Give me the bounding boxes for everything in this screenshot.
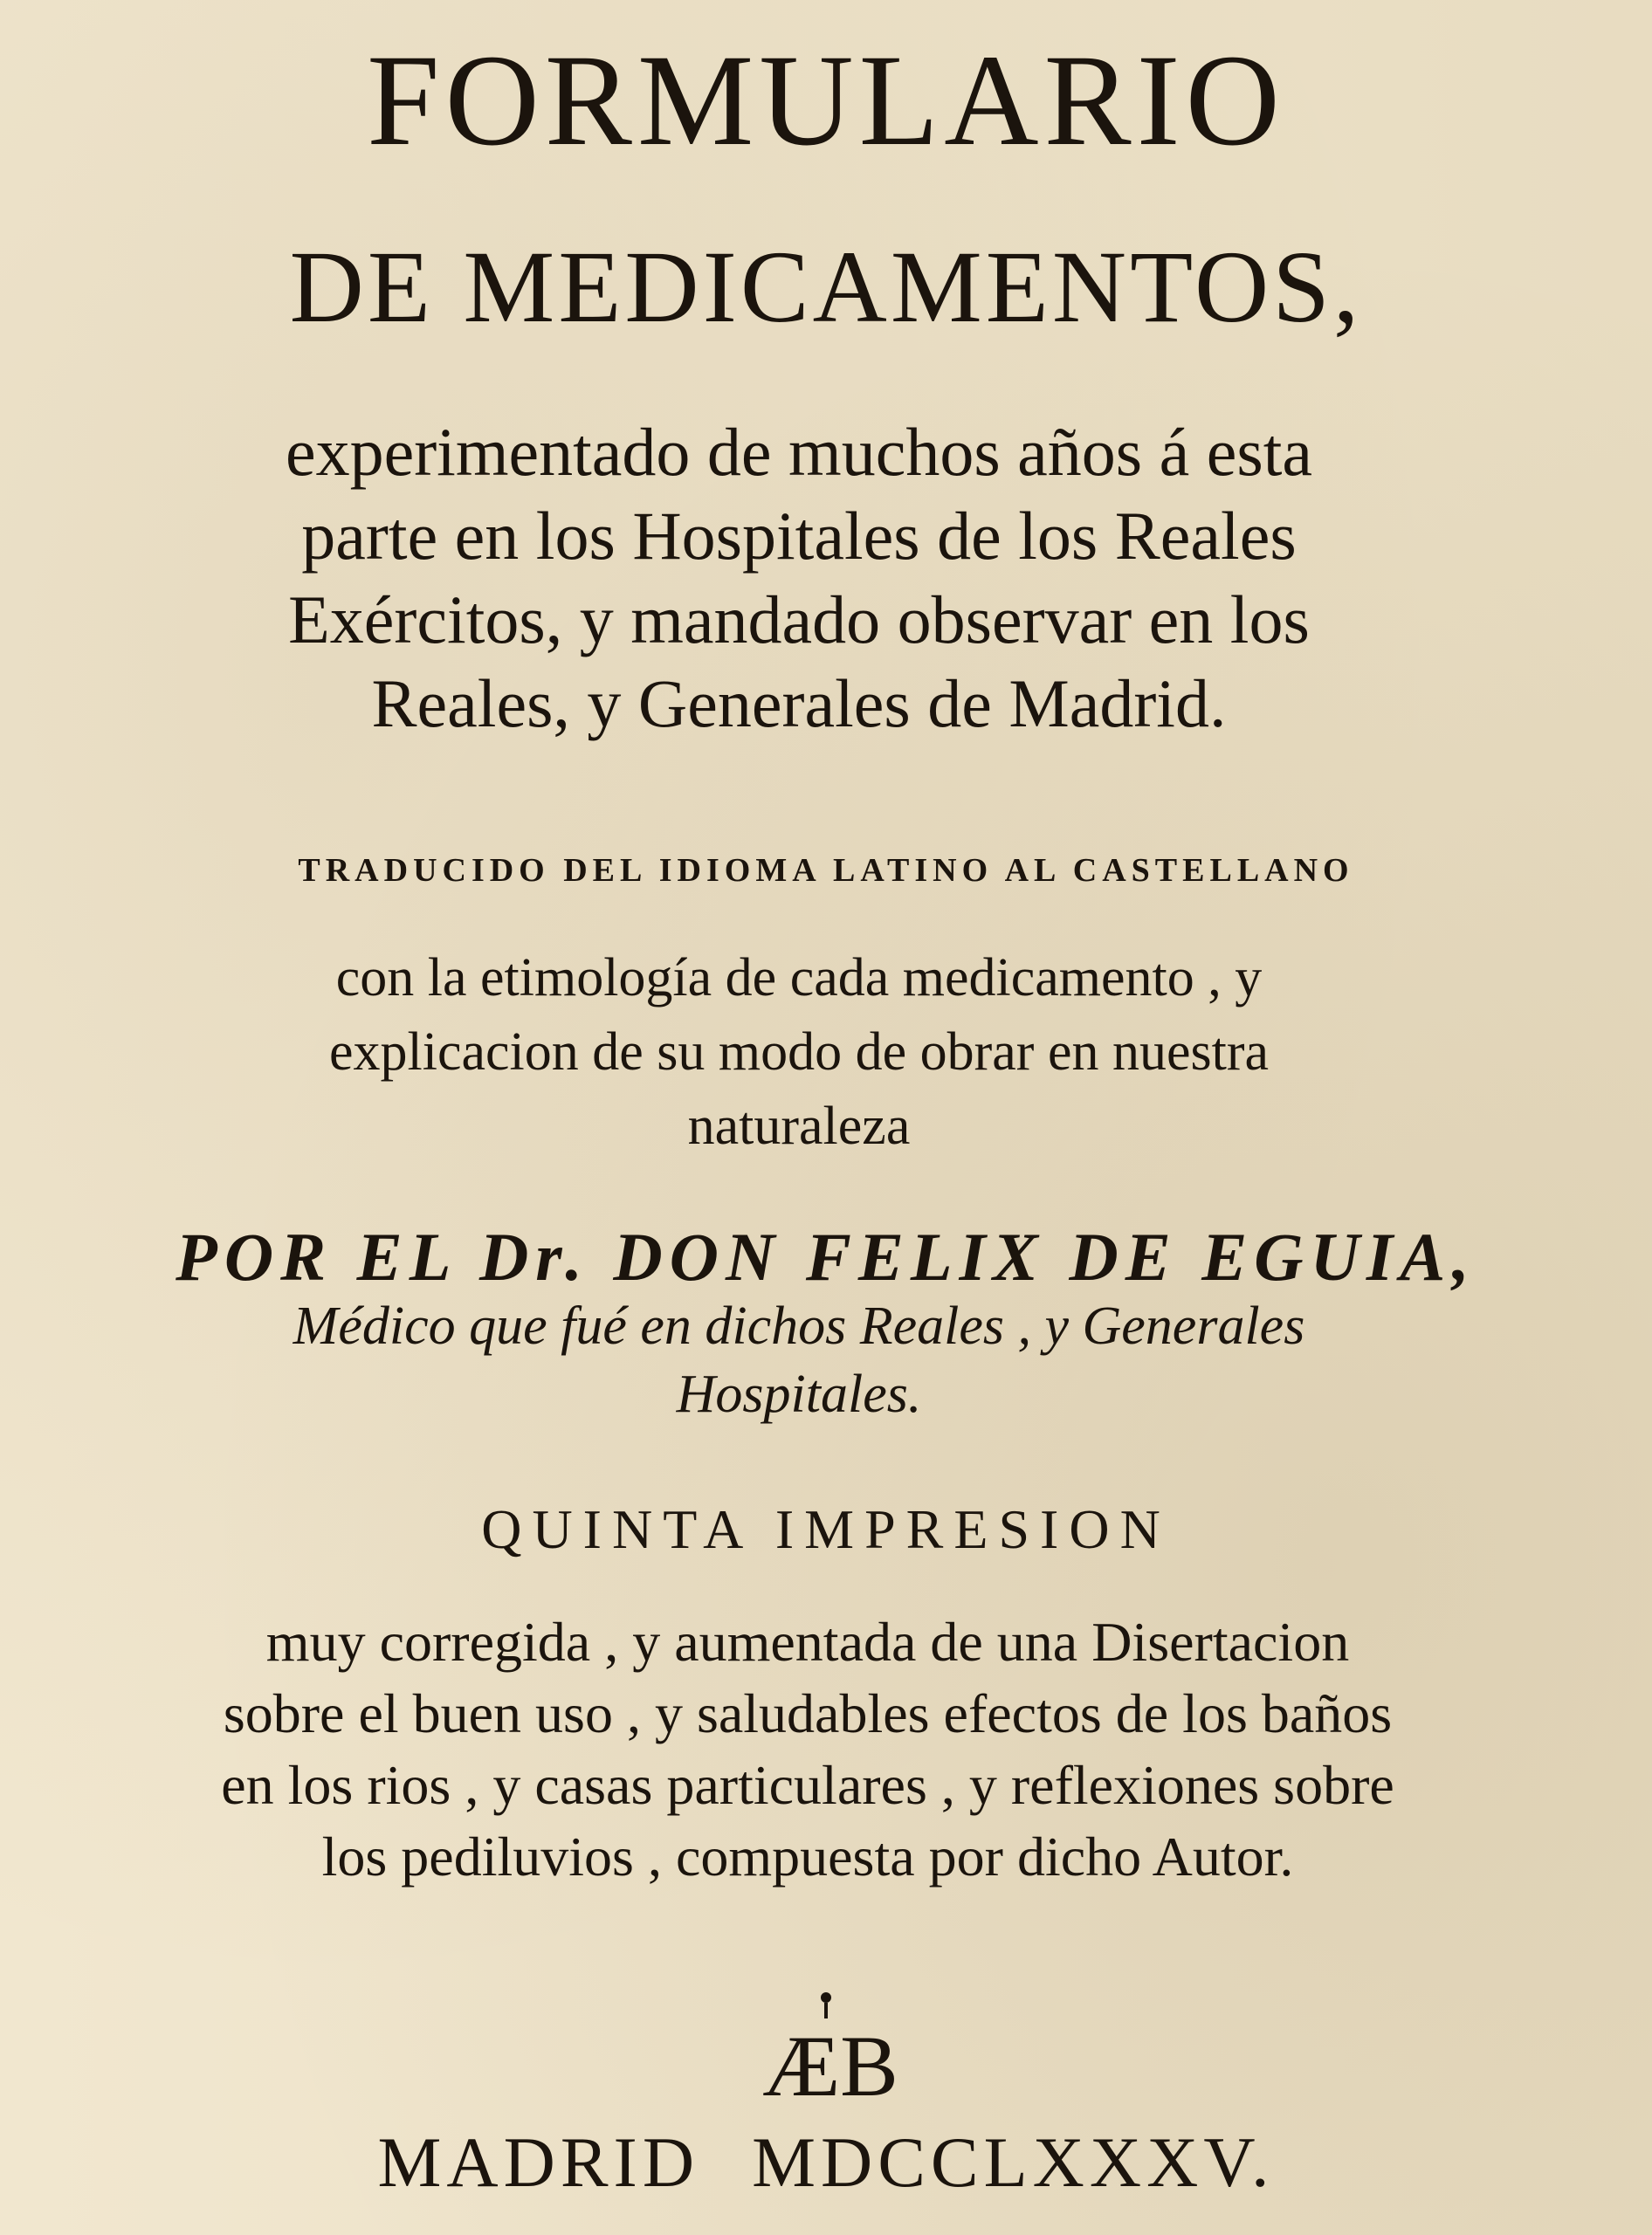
author-role [100,1292,1497,1428]
printer-mark-icon [762,1991,898,2115]
subtitle-description [100,410,1497,746]
imprint [0,2122,1652,2204]
description-line: Exércitos, y mandado observar en los [288,581,1310,657]
edition-description [100,1606,1515,1893]
title-line-1: FORMULARIO [367,28,1285,173]
title-line-2: DE MEDICAMENTOS, [289,230,1363,344]
description-line: parte en los Hospitales de los Reales [301,498,1297,574]
edition-line: sobre el buen uso , y saludables efectos de los baños [223,1682,1393,1744]
etymology-note [100,941,1497,1164]
description-line: Reales, y Generales de Madrid. [371,665,1227,741]
edition-line: los pediluvios , compuesta por dicho Autor. [321,1826,1294,1888]
description-line: experimentado de muchos años á esta [285,414,1313,490]
edition-heading: QUINTA IMPRESION [481,1498,1171,1560]
etymology-line: naturaleza [687,1097,911,1156]
printer-mark-letters: ÆB [762,2018,898,2115]
imprint-year: MDCCLXXXV. [752,2122,1275,2202]
translation-note: TRADUCIDO DEL IDIOMA LATINO AL CASTELLANO [298,852,1354,889]
author-role-line: Hospitales. [676,1365,922,1424]
etymology-line: con la etimología de cada medicamento , y [335,948,1263,1007]
edition-line: en los rios , y casas particulares , y reflexiones sobre [221,1754,1394,1816]
author-byline: POR EL Dr. DON FELIX DE EGUIA, [176,1219,1476,1295]
etymology-line: explicacion de su modo de obrar en nuestra [328,1022,1269,1082]
imprint-place: MADRID [377,2122,700,2202]
edition-line: muy corregida , y aumentada de una Disertacion [265,1611,1350,1673]
author-role-line: Médico que fué en dichos Reales , y Generales [293,1296,1305,1356]
